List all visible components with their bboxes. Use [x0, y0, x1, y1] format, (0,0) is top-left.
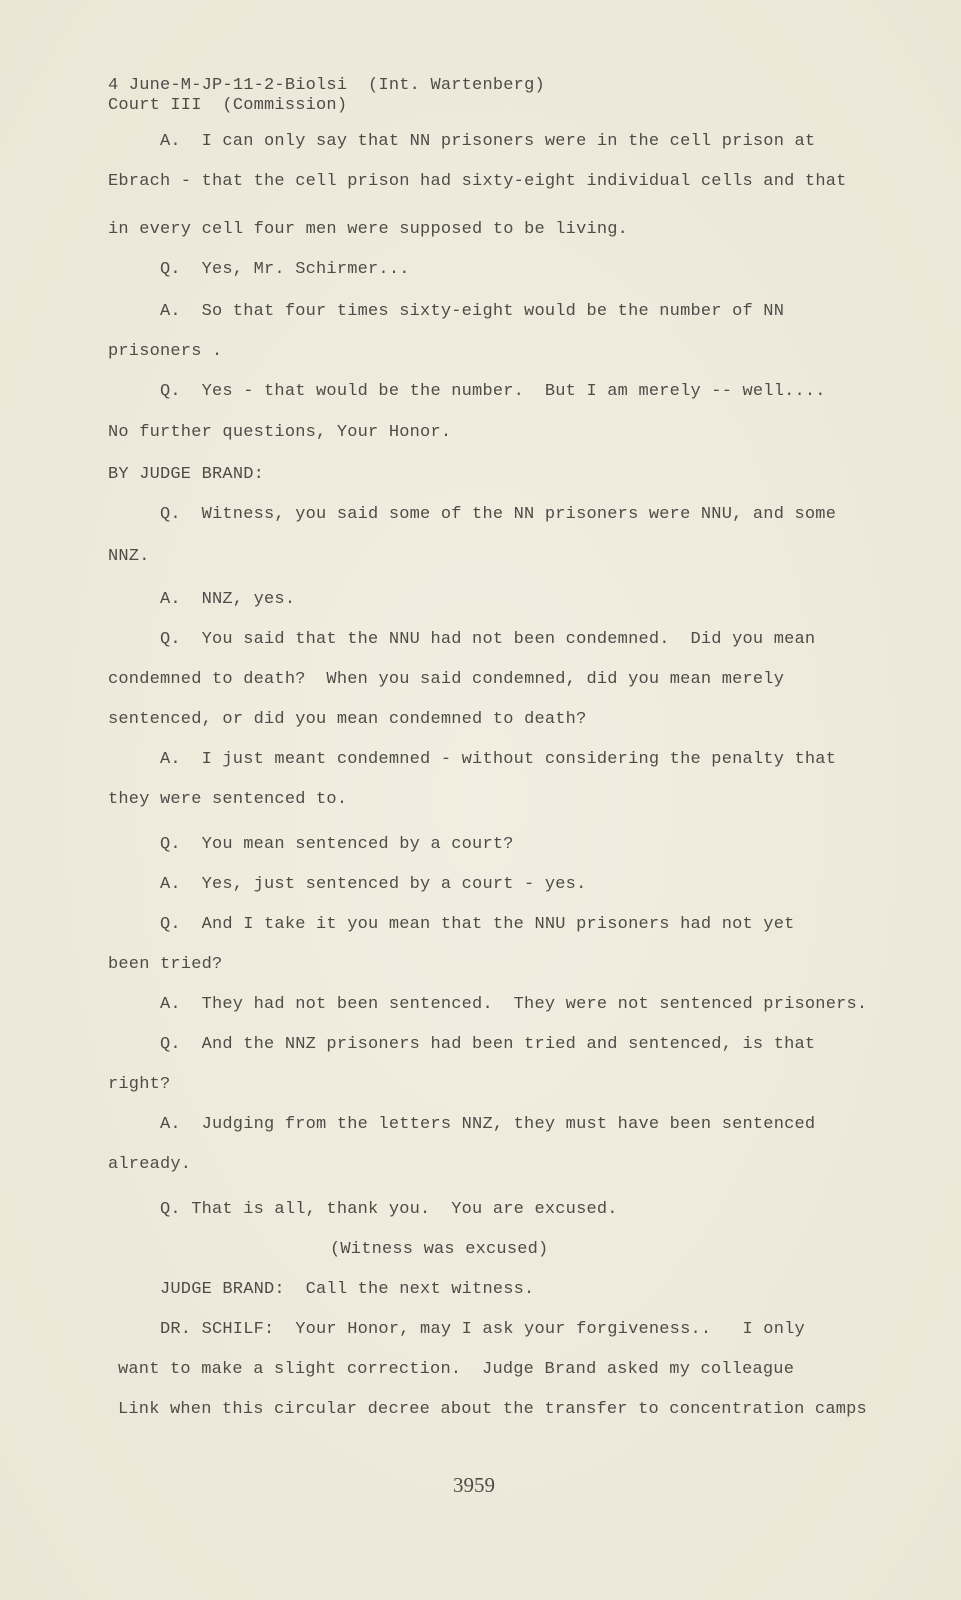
header-line-2: Court III (Commission) — [108, 96, 348, 115]
text-line: Q. Witness, you said some of the NN prisoners were NNU, and some — [160, 505, 837, 524]
text-line: DR. SCHILF: Your Honor, may I ask your forgiveness.. I only — [160, 1320, 805, 1339]
text-line: already. — [108, 1155, 192, 1174]
text-line: No further questions, Your Honor. — [108, 423, 452, 442]
speaker-heading: BY JUDGE BRAND: — [108, 465, 265, 484]
stage-direction: (Witness was excused) — [330, 1240, 549, 1259]
text-line: A. Judging from the letters NNZ, they must have been sentenced — [160, 1115, 816, 1134]
text-line: A. NNZ, yes. — [160, 590, 296, 609]
text-line: sentenced, or did you mean condemned to death? — [108, 710, 587, 729]
text-line: in every cell four men were supposed to be living. — [108, 220, 629, 239]
text-line: Q. Yes, Mr. Schirmer... — [160, 260, 410, 279]
text-line: been tried? — [108, 955, 223, 974]
text-line: Q. You mean sentenced by a court? — [160, 835, 514, 854]
text-line: Link when this circular decree about the transfer to concentration camps — [118, 1400, 867, 1419]
text-line: Q. And I take it you mean that the NNU prisoners had not yet — [160, 915, 795, 934]
text-line: want to make a slight correction. Judge Brand asked my colleague — [118, 1360, 795, 1379]
header-line-1: 4 June-M-JP-11-2-Biolsi (Int. Wartenberg) — [108, 76, 545, 95]
text-line: A. I can only say that NN prisoners were in the cell prison at — [160, 132, 816, 151]
text-line: A. Yes, just sentenced by a court - yes. — [160, 875, 587, 894]
text-line: Q. You said that the NNU had not been condemned. Did you mean — [160, 630, 816, 649]
text-line: right? — [108, 1075, 171, 1094]
text-line: Q. Yes - that would be the number. But I am merely -- well.... — [160, 382, 826, 401]
text-line: A. They had not been sentenced. They were not sentenced prisoners. — [160, 995, 868, 1014]
text-line: JUDGE BRAND: Call the next witness. — [160, 1280, 535, 1299]
text-line: condemned to death? When you said condemned, did you mean merely — [108, 670, 785, 689]
text-line: Q. That is all, thank you. You are excused. — [160, 1200, 618, 1219]
text-line: Q. And the NNZ prisoners had been tried and sentenced, is that — [160, 1035, 816, 1054]
text-line: Ebrach - that the cell prison had sixty-eight individual cells and that — [108, 172, 847, 191]
text-line: A. So that four times sixty-eight would be the number of NN — [160, 302, 785, 321]
text-line: NNZ. — [108, 547, 150, 566]
text-line: they were sentenced to. — [108, 790, 348, 809]
text-line: prisoners . — [108, 342, 223, 361]
page-number: 3959 — [453, 1473, 495, 1497]
text-line: A. I just meant condemned - without considering the penalty that — [160, 750, 837, 769]
